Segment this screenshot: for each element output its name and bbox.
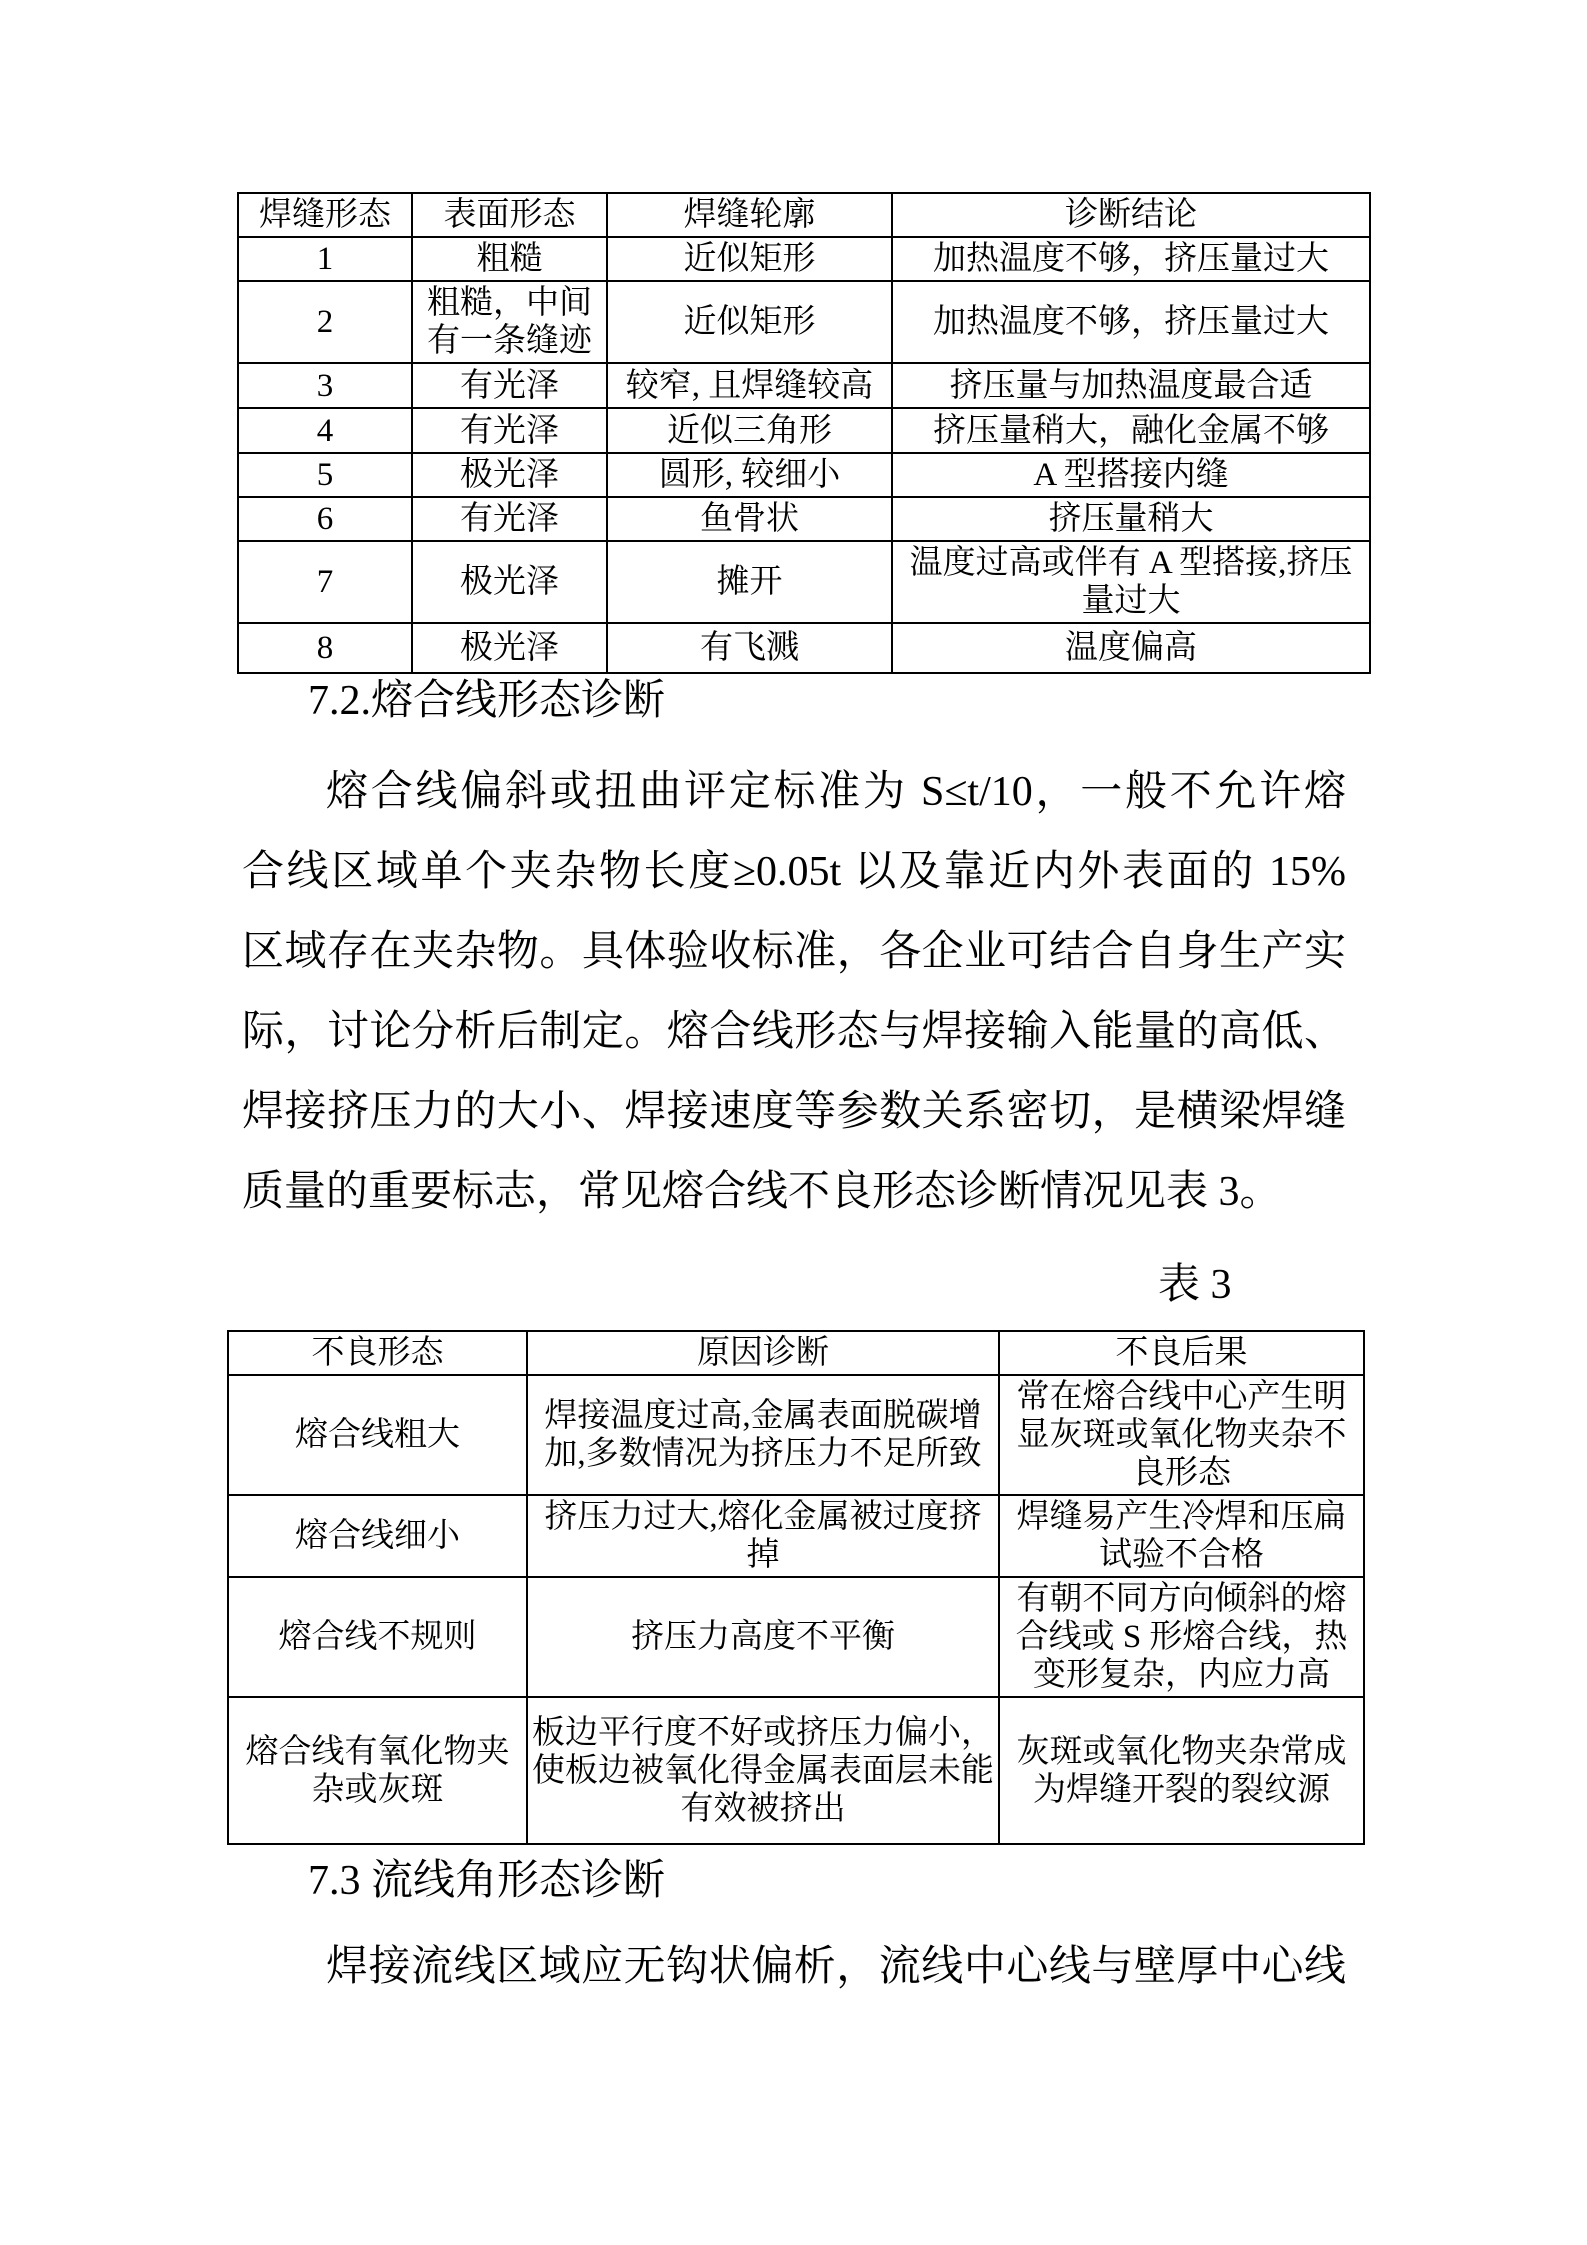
table-cell: 加热温度不够，挤压量过大 bbox=[892, 237, 1370, 281]
section-7-3-heading: 7.3 流线角形态诊断 bbox=[308, 1858, 666, 1904]
table-cell: 挤压量稍大 bbox=[892, 497, 1370, 541]
table-cell: 焊接温度过高,金属表面脱碳增加,多数情况为挤压力不足所致 bbox=[527, 1375, 999, 1495]
table-cell: 极光泽 bbox=[412, 541, 607, 623]
table-cell: 有飞溅 bbox=[607, 623, 892, 673]
table-3-caption: 表 3 bbox=[1158, 1262, 1232, 1308]
table-cell: 近似矩形 bbox=[607, 237, 892, 281]
paragraph-line: 合线区域单个夹杂物长度≥0.05t 以及靠近内外表面的 15% bbox=[242, 849, 1346, 895]
table-cell: 极光泽 bbox=[412, 453, 607, 497]
table-header-row bbox=[228, 1331, 1364, 1375]
table-cell: 有光泽 bbox=[412, 363, 607, 408]
table-cell: 温度过高或伴有 A 型搭接,挤压量过大 bbox=[892, 541, 1370, 623]
section-7-3-paragraph bbox=[242, 1927, 1346, 2007]
column-header: 不良形态 bbox=[228, 1331, 527, 1375]
table-cell: 加热温度不够，挤压量过大 bbox=[892, 281, 1370, 363]
paragraph-line: 焊接流线区域应无钩状偏析，流线中心线与壁厚中心线 bbox=[326, 1944, 1346, 1990]
table-row bbox=[228, 1697, 1364, 1844]
table-cell: 3 bbox=[238, 363, 412, 408]
table-cell: 有朝不同方向倾斜的熔合线或 S 形熔合线，热变形复杂，内应力高 bbox=[999, 1577, 1364, 1697]
table-row bbox=[238, 623, 1370, 673]
table-cell: 摊开 bbox=[607, 541, 892, 623]
table-row bbox=[238, 281, 1370, 363]
table-row bbox=[238, 363, 1370, 408]
table-cell: 熔合线有氧化物夹杂或灰斑 bbox=[228, 1697, 527, 1844]
table-cell: 粗糙，中间有一条缝迹 bbox=[412, 281, 607, 363]
table-row bbox=[238, 408, 1370, 453]
table-cell: 常在熔合线中心产生明显灰斑或氧化物夹杂不良形态 bbox=[999, 1375, 1364, 1495]
section-7-2-heading: 7.2.熔合线形态诊断 bbox=[308, 678, 666, 724]
column-header: 原因诊断 bbox=[527, 1331, 999, 1375]
column-header: 表面形态 bbox=[412, 193, 607, 237]
table-cell: 挤压量与加热温度最合适 bbox=[892, 363, 1370, 408]
table-cell: 熔合线不规则 bbox=[228, 1577, 527, 1697]
table-row bbox=[228, 1577, 1364, 1697]
table-cell: 6 bbox=[238, 497, 412, 541]
table-cell: 鱼骨状 bbox=[607, 497, 892, 541]
table-cell: 有光泽 bbox=[412, 497, 607, 541]
table-cell: 熔合线粗大 bbox=[228, 1375, 527, 1495]
fusion-line-defect-table bbox=[227, 1330, 1365, 1845]
table-cell: 较窄, 且焊缝较高 bbox=[607, 363, 892, 408]
paragraph-line: 熔合线偏斜或扭曲评定标准为 S≤t/10，一般不允许熔 bbox=[326, 769, 1346, 815]
table-cell: 圆形, 较细小 bbox=[607, 453, 892, 497]
table-cell: 焊缝易产生冷焊和压扁试验不合格 bbox=[999, 1495, 1364, 1577]
table-cell: 挤压力高度不平衡 bbox=[527, 1577, 999, 1697]
table-header-row bbox=[238, 193, 1370, 237]
table-cell: 1 bbox=[238, 237, 412, 281]
column-header: 诊断结论 bbox=[892, 193, 1370, 237]
paragraph-line: 区域存在夹杂物。具体验收标准，各企业可结合自身生产实 bbox=[242, 929, 1346, 975]
table-cell: 挤压量稍大，融化金属不够 bbox=[892, 408, 1370, 453]
table-cell: 近似三角形 bbox=[607, 408, 892, 453]
table-row bbox=[228, 1495, 1364, 1577]
table-cell: 温度偏高 bbox=[892, 623, 1370, 673]
table-cell: 2 bbox=[238, 281, 412, 363]
paragraph-line: 质量的重要标志，常见熔合线不良形态诊断情况见表 3。 bbox=[242, 1169, 1282, 1215]
paragraph-line: 际，讨论分析后制定。熔合线形态与焊接输入能量的高低、 bbox=[242, 1009, 1346, 1055]
table-row bbox=[238, 453, 1370, 497]
table-cell: 有光泽 bbox=[412, 408, 607, 453]
table-cell: 4 bbox=[238, 408, 412, 453]
table-cell: 极光泽 bbox=[412, 623, 607, 673]
table-cell: 熔合线细小 bbox=[228, 1495, 527, 1577]
table-row bbox=[238, 497, 1370, 541]
table-cell: A 型搭接内缝 bbox=[892, 453, 1370, 497]
paragraph-line: 焊接挤压力的大小、焊接速度等参数关系密切，是横梁焊缝 bbox=[242, 1089, 1346, 1135]
table-cell: 挤压力过大,熔化金属被过度挤掉 bbox=[527, 1495, 999, 1577]
weld-seam-form-table bbox=[237, 192, 1371, 674]
table-cell: 粗糙 bbox=[412, 237, 607, 281]
table-row bbox=[228, 1375, 1364, 1495]
table-cell: 近似矩形 bbox=[607, 281, 892, 363]
table-row bbox=[238, 541, 1370, 623]
column-header: 不良后果 bbox=[999, 1331, 1364, 1375]
column-header: 焊缝形态 bbox=[238, 193, 412, 237]
section-7-2-paragraph bbox=[242, 752, 1346, 1232]
table-row bbox=[238, 237, 1370, 281]
column-header: 焊缝轮廓 bbox=[607, 193, 892, 237]
table-cell: 板边平行度不好或挤压力偏小，使板边被氧化得金属表面层未能有效被挤出 bbox=[527, 1697, 999, 1844]
table-cell: 5 bbox=[238, 453, 412, 497]
table-cell: 7 bbox=[238, 541, 412, 623]
table-cell: 8 bbox=[238, 623, 412, 673]
table-cell: 灰斑或氧化物夹杂常成为焊缝开裂的裂纹源 bbox=[999, 1697, 1364, 1844]
